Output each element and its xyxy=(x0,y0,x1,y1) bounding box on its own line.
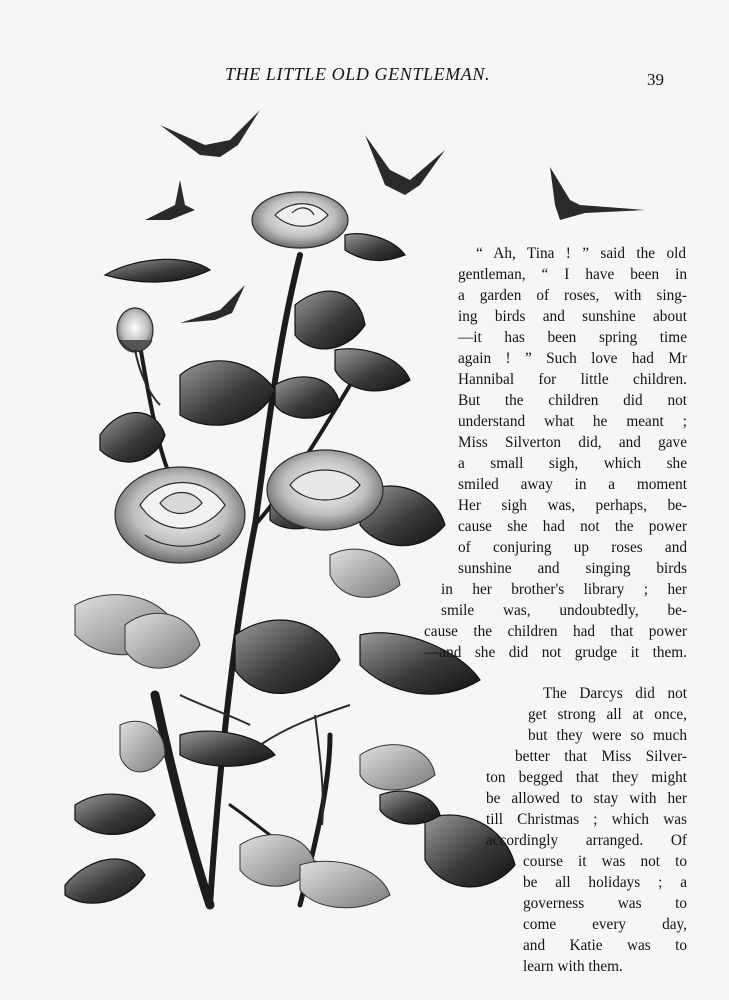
text-line: ton begged that they might xyxy=(486,769,687,786)
page-number: 39 xyxy=(647,70,664,89)
text-line: understand what he meant ; xyxy=(458,413,687,430)
text-line: again ! ” Such love had Mr xyxy=(458,350,687,367)
swallow-icon xyxy=(550,167,645,220)
swallow-icon xyxy=(365,135,445,195)
text-line: The Darcys did not xyxy=(543,685,687,702)
text-line: better that Miss Silver- xyxy=(515,748,687,765)
text-line: course it was not to xyxy=(523,853,687,870)
rose-bud-icon xyxy=(117,308,153,352)
text-line: be all holidays ; a xyxy=(523,874,687,891)
rose-icon xyxy=(115,467,245,563)
text-line: “ Ah, Tina ! ” said the old xyxy=(476,245,686,262)
text-line: —it has been spring time xyxy=(458,329,687,346)
text-line: —and she did not grudge it them. xyxy=(424,644,687,661)
text-line: and Katie was to xyxy=(523,937,687,954)
text-line: cause she had not the power xyxy=(458,518,687,535)
text-line: Hannibal for little children. xyxy=(458,371,687,388)
text-line: cause the children had that power xyxy=(424,623,687,640)
text-line: of conjuring up roses and xyxy=(458,539,687,556)
text-line: But the children did not xyxy=(458,392,687,409)
text-line: come every day, xyxy=(523,916,687,933)
text-line: till Christmas ; which was xyxy=(486,811,687,828)
text-line: gentleman, “ I have been in xyxy=(458,266,687,283)
text-line: ing birds and sunshine about xyxy=(458,308,687,325)
swallow-icon xyxy=(145,180,195,220)
rose-icon xyxy=(252,192,348,248)
text-line: get strong all at once, xyxy=(528,706,687,723)
running-title: THE LITTLE OLD GENTLEMAN. xyxy=(225,64,491,84)
running-head xyxy=(0,64,729,94)
swallow-icon xyxy=(180,285,245,323)
swallow-icon xyxy=(160,110,260,157)
rose-icon xyxy=(267,450,383,530)
text-line: smile was, undoubtedly, be- xyxy=(441,602,687,619)
text-line: a small sigh, which she xyxy=(458,455,687,472)
text-line: a garden of roses, with sing- xyxy=(458,287,687,304)
text-line: be allowed to stay with her xyxy=(486,790,687,807)
text-line: governess was to xyxy=(523,895,687,912)
text-line: Miss Silverton did, and gave xyxy=(458,434,687,451)
text-line: accordingly arranged. Of xyxy=(486,832,687,849)
text-line: smiled away in a moment xyxy=(458,476,687,493)
text-line: Her sigh was, perhaps, be- xyxy=(458,497,687,514)
text-line: learn with them. xyxy=(523,958,623,975)
text-line: but they were so much xyxy=(528,727,687,744)
text-line: in her brother's library ; her xyxy=(441,581,687,598)
text-line: sunshine and singing birds xyxy=(458,560,687,577)
